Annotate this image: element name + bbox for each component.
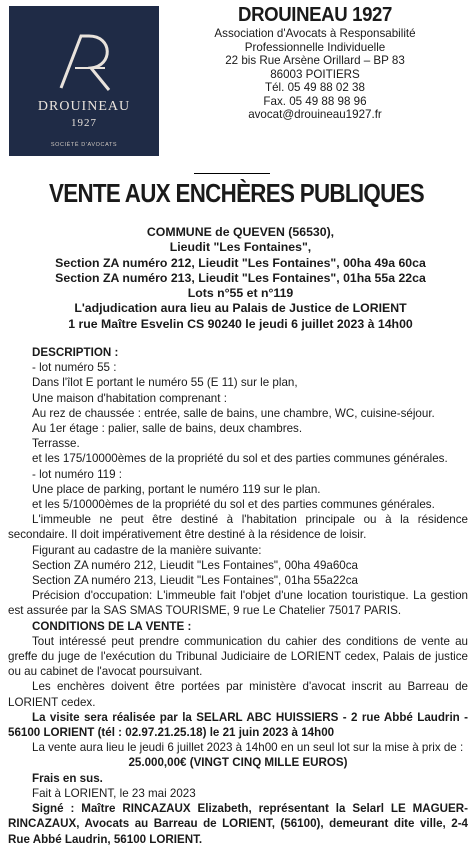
firm-phone: Tél. 05 49 88 02 38 [265, 81, 365, 94]
fees-note: Frais en sus. [32, 771, 103, 785]
summary-line: Lots n°55 et n°119 [187, 286, 294, 301]
monogram-ar-icon [9, 6, 159, 156]
paragraph: Terrasse. [32, 437, 80, 451]
firm-line: Professionnelle Individuelle [244, 40, 386, 54]
paragraph: Précision d'occupation: L'immeuble fait l'objet d'une location touristique. La gestion est assurée par la SAS SMAS TOURISME, 9 rue Le Chatelier 75017 PARIS. [8, 589, 468, 618]
summary-line: 1 rue Maître Esvelin CS 90240 le jeudi 6 juillet 2023 à 14h00 [68, 316, 413, 331]
paragraph: La vente aura lieu le jeudi 6 juillet 2023 à 14h00 en un seul lot sur la mise à prix de : [32, 741, 464, 755]
summary-line: L'adjudication aura lieu au Palais de Justice de LORIENT [74, 301, 407, 316]
firm-email: avocat@drouineau1927.fr [248, 108, 382, 121]
paragraph: et les 5/10000èmes de la propriété du sol et des parties communes générales. [32, 498, 435, 512]
paragraph: Les enchères doivent être portées par ministère d'avocat inscrit au Barreau de LORIENT cedex. [8, 680, 468, 709]
firm-address-block [170, 4, 460, 122]
paragraph: Fait à LORIENT, le 23 mai 2023 [32, 786, 196, 800]
firm-logo [9, 6, 159, 156]
page-title: VENTE AUX ENCHÈRES PUBLIQUES [48, 178, 424, 208]
starting-price: 25.000,00€ (VINGT CINQ MILLE EUROS) [128, 756, 348, 770]
logo-year: 1927 [71, 117, 97, 129]
firm-title: DROUINEAU 1927 [238, 4, 392, 26]
paragraph: Section ZA numéro 212, Lieudit "Les Fontaines", 00ha 49a60ca [32, 558, 358, 572]
paragraph: Dans l'îlot E portant le numéro 55 (E 11) sur le plan, [32, 376, 298, 390]
summary-line: COMMUNE de QUEVEN (56530), [146, 225, 335, 239]
logo-name: DROUINEAU [37, 99, 131, 114]
paragraph: Figurant au cadastre de la manière suivante: [32, 543, 262, 557]
paragraph: - lot numéro 55 : [32, 361, 117, 375]
paragraph: Une place de parking, portant le numéro 119 sur le plan. [32, 482, 321, 496]
firm-line: 22 bis Rue Arsène Orillard – BP 83 [225, 54, 405, 67]
description-heading: DESCRIPTION : [32, 346, 119, 359]
announcement-body [8, 345, 468, 847]
conditions-heading: CONDITIONS DE LA VENTE : [32, 619, 192, 633]
paragraph: et les 175/10000èmes de la propriété du sol et des parties communes générales. [32, 452, 448, 466]
firm-fax: Fax. 05 49 88 98 96 [263, 94, 367, 108]
firm-line: 86003 POITIERS [270, 67, 360, 81]
paragraph: Tout intéressé peut prendre communication du cahier des conditions de vente au greffe du juge de l'exécution du Tribunal Judiciaire de LORIENT cedex, Palais de justice ou au cabinet de l'avocat poursuivant. [8, 634, 468, 679]
divider [194, 173, 270, 174]
paragraph: Section ZA numéro 213, Lieudit "Les Fontaines", 01ha 55a22ca [32, 574, 358, 588]
summary-line: Lieudit "Les Fontaines", [169, 240, 312, 255]
paragraph: Au 1er étage : palier, salle de bains, deux chambres. [32, 422, 303, 436]
paragraph: Une maison d'habitation comprenant : [32, 391, 227, 405]
visit-notice: La visite sera réalisée par la SELARL ABC HUISSIERS - 2 rue Abbé Laudrin - 56100 LORIENT (tél : 02.97.21.25.18) le 21 juin 2023 à 14h00 [8, 710, 468, 740]
logo-tagline: SOCIÉTÉ D'AVOCATS [50, 142, 118, 148]
paragraph: Au rez de chaussée : entrée, salle de bains, une chambre, WC, cuisine-séjour. [32, 406, 435, 420]
summary-line: Section ZA numéro 212, Lieudit "Les Fontaines", 00ha 49a 60ca [55, 255, 426, 270]
sale-summary [8, 225, 473, 332]
summary-line: Section ZA numéro 213, Lieudit "Les Fontaines", 01ha 55a 22ca [55, 270, 426, 285]
signature: Signé : Maître RINCAZAUX Elizabeth, représentant la Selarl LE MAGUER-RINCAZAUX, Avocats au Barreau de LORIENT, (56100), demeurant dite ville, 2-4 Rue Abbé Laudrin, 56100 LORIENT. [8, 802, 468, 846]
firm-line: Association d'Avocats à Responsabilité [214, 27, 416, 40]
paragraph: L'immeuble ne peut être destiné à l'habitation principale ou à la résidence secondaire. Il doit impérativement être destiné à la résidence de loisir. [8, 513, 468, 542]
paragraph: - lot numéro 119 : [32, 467, 123, 481]
